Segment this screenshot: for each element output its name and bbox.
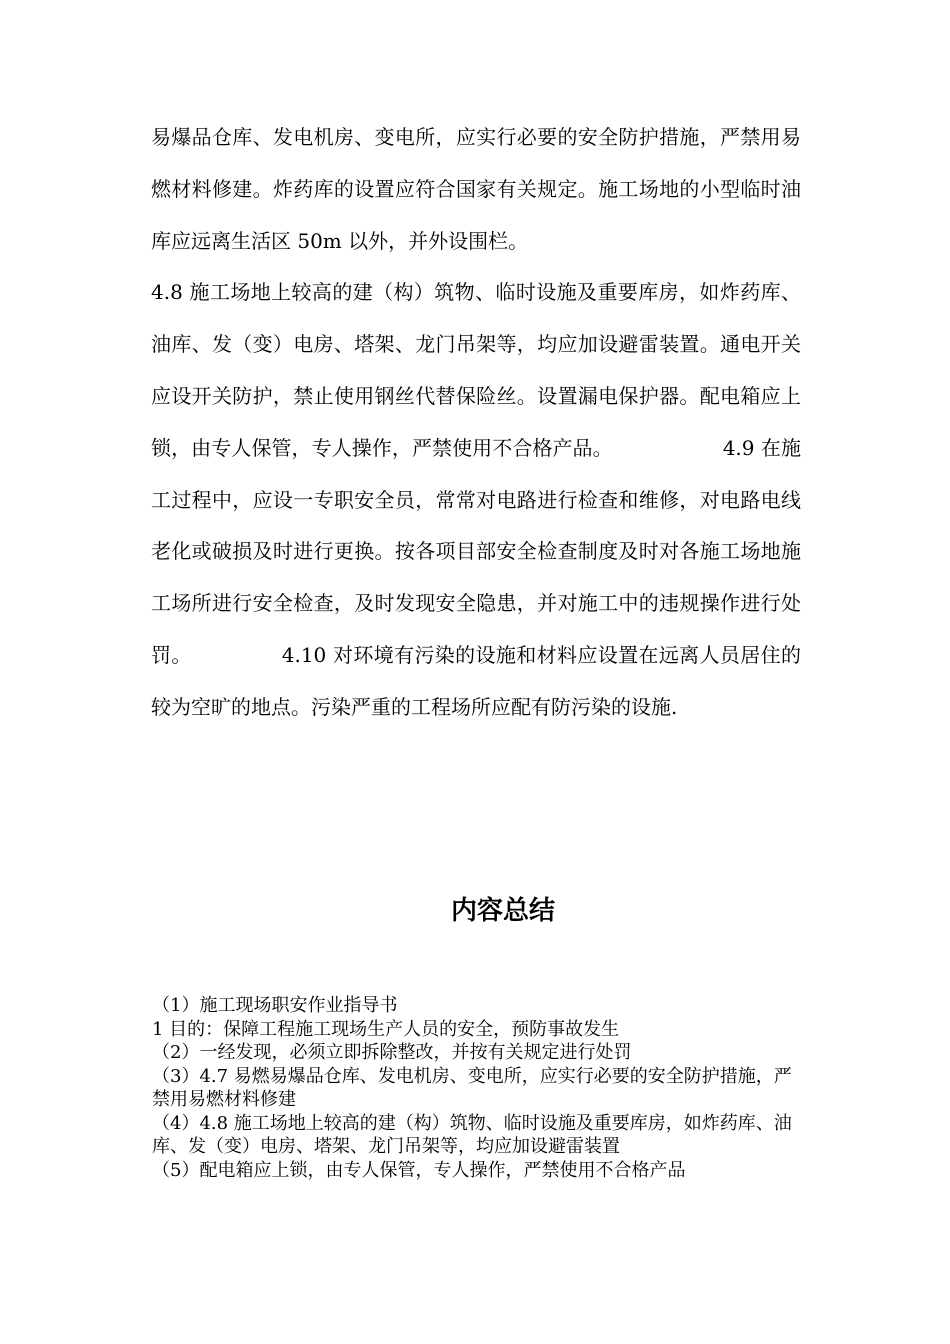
summary-item: （3）4.7 易燃易爆品仓库、发电机房、变电所，应实行必要的安全防护措施，严禁用易燃材料修建 bbox=[152, 1065, 792, 1110]
paragraph bbox=[151, 267, 801, 733]
paragraph bbox=[151, 112, 801, 267]
summary-item: 1 目的：保障工程施工现场生产人员的安全，预防事故发生 bbox=[152, 1018, 620, 1040]
paragraph-4-10: 4.10 对环境有污染的设施和材料应设置在远离人员居住的较为空旷的地点。污染严重的工程场所应配有防污染的设施. bbox=[151, 642, 802, 719]
paragraph-4-8: 4.8 施工场地上较高的建（构）筑物、临时设施及重要库房，如炸药库、油库、发（变）电房、塔架、龙门吊架等，均应加设避雷装置。通电开关应设开关防护，禁止使用钢丝代替保险丝。设置漏电保护器。配电箱应上锁，由专人保管，专人操作，严禁使用不合格产品。 bbox=[151, 280, 801, 460]
body-text bbox=[151, 112, 801, 734]
summary-item: （2）一经发现，必须立即拆除整改，并按有关规定进行处罚 bbox=[152, 1042, 632, 1063]
summary-item: （5）配电箱应上锁，由专人保管，专人操作，严禁使用不合格产品 bbox=[152, 1159, 686, 1181]
summary-item: （1）施工现场职安作业指导书 bbox=[152, 995, 398, 1016]
summary-item: （4）4.8 施工场地上较高的建（构）筑物、临时设施及重要库房，如炸药库、油库、发（变）电房、塔架、龙门吊架等，均应加设避雷装置 bbox=[152, 1112, 792, 1157]
summary-list bbox=[152, 994, 802, 1182]
paragraph-4-7-continued: 易爆品仓库、发电机房、变电所，应实行必要的安全防护措施，严禁用易燃材料修建。炸药库的设置应符合国家有关规定。施工场地的小型临时油库应远离生活区 50m 以外，并外设围栏。 bbox=[151, 125, 801, 253]
summary-title: 内容总结 bbox=[450, 896, 555, 926]
paragraph-4-9: 4.9 在施工过程中，应设一专职安全员，常常对电路进行检查和维修，对电路电线老化或破损及时进行更换。按各项目部安全检查制度及时对各施工场地施工场所进行安全检查，及时发现安全隐患，并对施工中的违规操作进行处罚。 bbox=[151, 435, 801, 667]
